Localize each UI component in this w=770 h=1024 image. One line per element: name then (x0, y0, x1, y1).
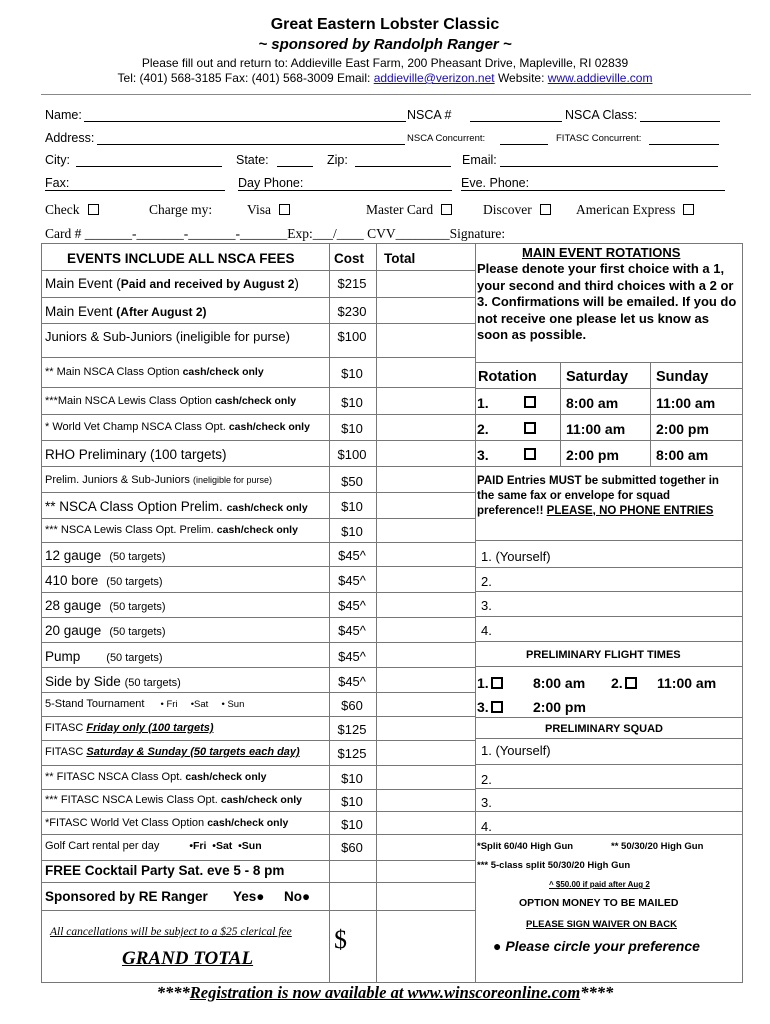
prelim-squad-row-line (475, 764, 743, 765)
rotations-title: MAIN EVENT ROTATIONS (522, 245, 681, 260)
fees-row-line (41, 882, 476, 883)
fee-total-cell[interactable] (378, 495, 474, 515)
address-field[interactable] (97, 144, 405, 145)
name-field[interactable] (84, 121, 406, 122)
fee-note: cash/check only (207, 817, 289, 829)
cancellation-note: All cancellations will be subject to a $25 clerical fee (50, 926, 292, 938)
fee-label: FITASC (45, 722, 87, 734)
fee-total-cell[interactable] (378, 767, 474, 787)
contact-prefix: Tel: (401) 568-3185 Fax: (401) 568-3009 Email: (117, 71, 374, 85)
squad-slot[interactable]: 3. (481, 598, 492, 613)
fees-border-top (41, 243, 476, 244)
city-label: City: (45, 153, 70, 167)
fee-note: cash/check only (226, 502, 308, 514)
fee-note: (50 targets) (109, 626, 166, 638)
fees-row-line (41, 518, 476, 519)
sunday-col-header: Sunday (656, 369, 709, 385)
fees-row-line (41, 811, 476, 812)
event-subtitle: ~ sponsored by Randolph Ranger ~ (258, 36, 512, 53)
fee-cost: $215 (337, 276, 367, 291)
footer (0, 983, 770, 1003)
no-phone-entries: PLEASE, NO PHONE ENTRIES (546, 505, 714, 517)
circle-preference: ● Please circle your preference (493, 938, 700, 954)
fees-row-line (41, 740, 476, 741)
fee-total-cell[interactable] (378, 718, 474, 738)
fee-label: ** FITASC NSCA Class Opt. (45, 771, 186, 783)
fees-row-line (41, 617, 476, 618)
discover-checkbox[interactable] (540, 204, 551, 215)
payment-row (45, 202, 99, 218)
squad-table-top (475, 540, 743, 541)
panel-border-right (742, 243, 743, 983)
rotation-number: 1. (477, 395, 489, 411)
fee-row-label (45, 746, 300, 758)
fee-note: Paid and received by August 2 (120, 277, 295, 291)
fees-row-line (41, 642, 476, 643)
fee-total-cell[interactable] (378, 391, 474, 411)
fees-divider-cost (329, 243, 330, 983)
fee-label: 20 gauge (45, 623, 102, 638)
fax-field[interactable] (45, 190, 225, 191)
fee-total-cell[interactable] (378, 813, 474, 833)
prelim-squad-top (475, 738, 743, 739)
fee-label: Main Event ( (45, 276, 121, 291)
sponsored-yes-option[interactable]: Yes● (233, 889, 265, 904)
fee-note: cash/check only (214, 395, 297, 407)
fee-label: 410 bore (45, 573, 99, 588)
split-c: *** 5-class split 50/30/20 High Gun (477, 860, 631, 871)
fee-cost: $10 (341, 421, 363, 436)
discover-group (483, 202, 551, 218)
flight-3-time: 2:00 pm (533, 699, 586, 715)
fee-cost: $125 (337, 722, 367, 737)
flight-2-checkbox[interactable] (625, 677, 637, 689)
fee-row-label (45, 499, 308, 514)
email-label: Email: (462, 153, 497, 167)
fee-note: cash/check only (220, 794, 302, 806)
rotation-saturday-time: 2:00 pm (566, 447, 619, 463)
fee-row-label (45, 840, 262, 852)
eve-phone-label: Eve. Phone: (461, 176, 530, 190)
footer-stars-right: **** (580, 983, 614, 1002)
prelim-flight-title: PRELIMINARY FLIGHT TIMES (526, 649, 681, 661)
squad-row-line (475, 591, 743, 592)
rotation-sunday-time: 2:00 pm (656, 421, 709, 437)
prelim-squad-row-line (475, 811, 743, 812)
fee-cost: $10 (341, 499, 363, 514)
fees-divider-total (376, 243, 377, 983)
discover-label: Discover (483, 202, 532, 217)
fee-row-label (45, 395, 296, 407)
sponsored-by: Sponsored by RE Ranger (45, 889, 208, 904)
fee-cost: $45^ (338, 548, 366, 563)
nsca-concurrent-field[interactable] (500, 144, 548, 145)
prelim-squad-slot[interactable]: 4. (481, 819, 492, 834)
squad-slot[interactable]: 1. (Yourself) (481, 549, 551, 564)
fee-row-label (45, 722, 214, 734)
registration-link[interactable]: Registration is now available at www.winscoreonline.com (189, 983, 581, 1002)
fee-label: *** NSCA Lewis Class Opt. Prelim. (45, 524, 217, 536)
nsca-concurrent-label: NSCA Concurrent: (407, 133, 486, 144)
fee-row-label (45, 474, 272, 486)
rotation-row-line (475, 388, 743, 389)
rotation-checkbox[interactable] (524, 448, 536, 460)
fee-row-label (45, 794, 302, 806)
fee-label: ** Main NSCA Class Option (45, 366, 183, 378)
footer-stars-left: **** (156, 983, 190, 1002)
website-prefix: Website: (494, 71, 548, 85)
fees-row-line (41, 440, 476, 441)
fee-note: Friday only (100 targets) (86, 722, 214, 734)
fees-row-line (41, 692, 476, 693)
flight-1-time: 8:00 am (533, 675, 586, 691)
visa-label: Visa (247, 202, 271, 217)
fee-total-cell[interactable] (378, 790, 474, 810)
fee-label: Golf Cart rental per day (45, 840, 160, 852)
flight-table-bottom (475, 717, 743, 718)
fees-border-left (41, 243, 42, 983)
grand-total-dollar[interactable]: $ (334, 925, 347, 954)
rotation-col-header: Rotation (478, 369, 537, 385)
flight-2-num: 2. (611, 675, 623, 691)
fee-row-label (45, 698, 244, 710)
prelim-squad-row-line (475, 788, 743, 789)
paid-after-note: ^ $50.00 if paid after Aug 2 (549, 880, 650, 889)
rotation-table-top (475, 362, 743, 363)
fee-row-label (45, 447, 227, 462)
nsca-class-field[interactable] (640, 121, 720, 122)
fee-cost: $125 (337, 746, 367, 761)
fee-cost: $10 (341, 794, 363, 809)
fitasc-concurrent-field[interactable] (649, 144, 719, 145)
fees-row-line (41, 834, 476, 835)
fee-cost: $230 (337, 304, 367, 319)
fee-total-cell[interactable] (378, 594, 474, 614)
visa-group (247, 202, 290, 218)
fee-total-cell[interactable] (378, 362, 474, 382)
fee-total-cell[interactable] (378, 470, 474, 490)
fee-cost: $10 (341, 395, 363, 410)
fees-row-line (41, 566, 476, 567)
fees-row-line (41, 297, 476, 298)
paid-entries-note (477, 474, 739, 519)
fee-note: (50 targets) (106, 652, 163, 664)
state-label: State: (236, 153, 269, 167)
fee-total-cell[interactable] (378, 300, 474, 320)
fee-label: ***Main NSCA Lewis Class Option (45, 395, 215, 407)
fee-row-label (45, 548, 166, 563)
fees-row-line (41, 667, 476, 668)
fee-cost: $45^ (338, 573, 366, 588)
fee-tail: ) (294, 276, 299, 291)
amex-group (576, 202, 694, 218)
fees-row-line (41, 492, 476, 493)
fee-note: (50 targets) (109, 601, 166, 613)
rotation-saturday-time: 8:00 am (566, 395, 619, 411)
fee-row-label (45, 524, 298, 536)
rotation-row-line (475, 440, 743, 441)
fee-note: cash/check only (228, 421, 310, 433)
rotation-number: 2. (477, 421, 489, 437)
fee-cost: $45^ (338, 674, 366, 689)
charge-my-label: Charge my: (149, 202, 213, 217)
fees-row-line (41, 387, 476, 388)
eve-phone-field[interactable] (461, 190, 725, 191)
fee-cost: $45^ (338, 649, 366, 664)
fee-total-cell[interactable] (378, 670, 474, 690)
prelim-squad-slot[interactable]: 3. (481, 795, 492, 810)
fees-row-line (41, 542, 476, 543)
fee-row-label (45, 771, 267, 783)
fee-row-label (45, 304, 207, 319)
rotation-sunday-time: 8:00 am (656, 447, 709, 463)
fax-label: Fax: (45, 176, 70, 190)
grand-total-label: GRAND TOTAL (122, 948, 254, 969)
header-divider (41, 94, 751, 95)
fee-row-label (45, 573, 163, 588)
fee-row-label (45, 366, 264, 378)
saturday-col-header: Saturday (566, 369, 629, 385)
email-link[interactable]: addieville@verizon.net (373, 71, 495, 85)
fees-row-line (41, 323, 476, 324)
day-phone-field[interactable] (238, 190, 452, 191)
fee-total-cell[interactable] (378, 544, 474, 564)
state-field[interactable] (277, 166, 313, 167)
waiver-note: PLEASE SIGN WAIVER ON BACK (526, 919, 677, 930)
fee-note: cash/check only (182, 366, 264, 378)
fee-total-cell[interactable] (378, 325, 474, 345)
fee-note: •Fri •Sat •Sun (189, 840, 262, 852)
fees-row-line (41, 860, 476, 861)
fee-label: FITASC (45, 746, 87, 758)
fee-row-label (45, 598, 166, 613)
flight-table-top (475, 666, 743, 667)
fees-border-right (475, 243, 476, 983)
rotation-number: 3. (477, 447, 489, 463)
fee-label: 12 gauge (45, 548, 102, 563)
fee-cost: $10 (341, 366, 363, 381)
fee-label: ** NSCA Class Option Prelim. (45, 499, 227, 514)
day-phone-label: Day Phone: (238, 176, 304, 190)
fee-note: cash/check only (185, 771, 267, 783)
zip-field[interactable] (355, 166, 451, 167)
rotation-saturday-time: 11:00 am (566, 421, 626, 437)
squad-row-line (475, 567, 743, 568)
fee-total-cell[interactable] (378, 836, 474, 856)
rotation-checkbox[interactable] (524, 396, 536, 408)
fee-note: (After August 2) (116, 305, 207, 319)
flight-3 (477, 699, 503, 715)
nsca-number-field[interactable] (470, 121, 562, 122)
address-label: Address: (45, 131, 95, 145)
prelim-squad-slot[interactable]: 2. (481, 772, 492, 787)
fee-label: *** FITASC NSCA Lewis Class Opt. (45, 794, 221, 806)
fees-row-line (41, 466, 476, 467)
fee-total-cell[interactable] (378, 645, 474, 665)
fee-note: (ineligible for purse) (192, 475, 272, 485)
split-a: *Split 60/40 High Gun (477, 841, 574, 852)
fee-row-label (45, 276, 299, 291)
cocktail-party: FREE Cocktail Party Sat. eve 5 - 8 pm (45, 863, 285, 878)
flight-1-num: 1. (477, 675, 489, 691)
fee-note: (50 targets) (109, 551, 166, 563)
check-label: Check (45, 202, 80, 217)
fee-note: (50 targets) (106, 576, 163, 588)
squad-row-line (475, 616, 743, 617)
fee-row-label (45, 817, 288, 829)
visa-checkbox[interactable] (279, 204, 290, 215)
zip-label: Zip: (327, 153, 348, 167)
website-link[interactable]: www.addieville.com (547, 71, 653, 85)
fee-cost: $50 (341, 474, 363, 489)
fees-row-line (41, 357, 476, 358)
nsca-number-label: NSCA # (407, 108, 452, 122)
fee-label: *FITASC World Vet Class Option (45, 817, 208, 829)
fee-total-cell[interactable] (378, 619, 474, 639)
contact-line (0, 71, 770, 85)
prelim-squad-slot[interactable]: 1. (Yourself) (481, 743, 551, 758)
prelim-squad-title: PRELIMINARY SQUAD (545, 723, 663, 735)
name-label: Name: (45, 108, 82, 122)
fee-cost: $45^ (338, 623, 366, 638)
rotation-table-bottom (475, 466, 743, 467)
fee-cost: $10 (341, 771, 363, 786)
fees-row-line (41, 592, 476, 593)
fee-note: cash/check only (216, 524, 298, 536)
fee-note: (50 targets) (124, 677, 181, 689)
fee-label: Pump (45, 649, 81, 664)
split-b: ** 50/30/20 High Gun (611, 841, 704, 852)
fee-row-label (45, 649, 163, 664)
rotation-checkbox[interactable] (524, 422, 536, 434)
fees-row-line (41, 716, 476, 717)
fee-label: 28 gauge (45, 598, 102, 613)
flight-1 (477, 675, 503, 691)
fee-row-label (45, 421, 310, 433)
fee-label: RHO Preliminary (100 targets) (45, 447, 227, 462)
flight-1-checkbox[interactable] (491, 677, 503, 689)
flight-2 (611, 675, 637, 691)
mastercard-checkbox[interactable] (441, 204, 452, 215)
amex-checkbox[interactable] (683, 204, 694, 215)
fee-label: Juniors & Sub-Juniors (ineligible for purse) (45, 329, 290, 344)
nsca-class-label: NSCA Class: (565, 108, 638, 122)
fees-row-line (41, 414, 476, 415)
rotations-instructions: Please denote your first choice with a 1, your second and third choices with a 2 or 3. Confirmations will be emailed. If you do not receive one please let us know as soon as possible. (477, 261, 737, 342)
fee-cost: $45^ (338, 598, 366, 613)
option-money-note: OPTION MONEY TO BE MAILED (519, 897, 679, 909)
fees-row-line (41, 270, 476, 271)
fees-header-total: Total (384, 251, 416, 266)
fee-row-label (45, 674, 181, 689)
fee-total-cell[interactable] (378, 417, 474, 437)
fee-row-label (45, 329, 290, 344)
fee-note: Saturday & Sunday (50 targets each day) (86, 746, 300, 758)
prelim-squad-row-line (475, 834, 743, 835)
fee-cost: $10 (341, 524, 363, 539)
fee-total-cell[interactable] (378, 272, 474, 292)
fees-row-line (41, 910, 476, 911)
squad-slot[interactable]: 2. (481, 574, 492, 589)
fee-total-cell[interactable] (378, 694, 474, 714)
city-field[interactable] (76, 166, 222, 167)
fee-total-cell[interactable] (378, 443, 474, 463)
flight-2-time: 11:00 am (657, 675, 717, 691)
fee-cost: $10 (341, 817, 363, 832)
rotation-row-line (475, 414, 743, 415)
fee-row-label (45, 623, 166, 638)
fee-label: Prelim. Juniors & Sub-Juniors (45, 474, 193, 486)
fee-label: Side by Side (45, 674, 125, 689)
fee-total-cell[interactable] (378, 520, 474, 540)
panel-border-top (475, 243, 743, 244)
mastercard-group (366, 202, 452, 218)
fee-note: • Fri •Sat • Sun (160, 699, 245, 710)
fee-total-cell[interactable] (378, 569, 474, 589)
fees-row-line (41, 765, 476, 766)
squad-row-line (475, 641, 743, 642)
mastercard-label: Master Card (366, 202, 434, 217)
fee-label: * World Vet Champ NSCA Class Opt. (45, 421, 229, 433)
fitasc-concurrent-label: FITASC Concurrent: (556, 133, 642, 144)
paid-entries-text: PAID Entries MUST be submitted together in the same fax or envelope for squad preference!! (477, 475, 719, 517)
flight-3-checkbox[interactable] (491, 701, 503, 713)
fee-cost: $60 (341, 698, 363, 713)
fee-cost: $100 (337, 329, 367, 344)
fees-header-cost: Cost (334, 251, 364, 266)
flight-3-num: 3. (477, 699, 489, 715)
fee-label: Main Event (45, 304, 117, 319)
amex-label: American Express (576, 202, 676, 217)
fee-cost: $100 (337, 447, 367, 462)
fee-total-cell[interactable] (378, 742, 474, 762)
fee-cost: $60 (341, 840, 363, 855)
email-field[interactable] (500, 166, 718, 167)
fee-label: 5-Stand Tournament (45, 698, 145, 710)
rotation-sunday-time: 11:00 am (656, 395, 716, 411)
squad-slot[interactable]: 4. (481, 623, 492, 638)
fees-header-events: EVENTS INCLUDE ALL NSCA FEES (67, 251, 295, 266)
event-title: Great Eastern Lobster Classic (270, 16, 500, 33)
sponsored-no-option[interactable]: No● (284, 889, 311, 904)
return-address: Please fill out and return to: Addieville East Farm, 200 Pheasant Drive, Mapleville, RI 02839 (141, 56, 629, 70)
check-checkbox[interactable] (88, 204, 99, 215)
card-number-line[interactable]: Card # _______-_______-_______-_______Exp:___/____ CVV________Signature: (45, 226, 506, 241)
